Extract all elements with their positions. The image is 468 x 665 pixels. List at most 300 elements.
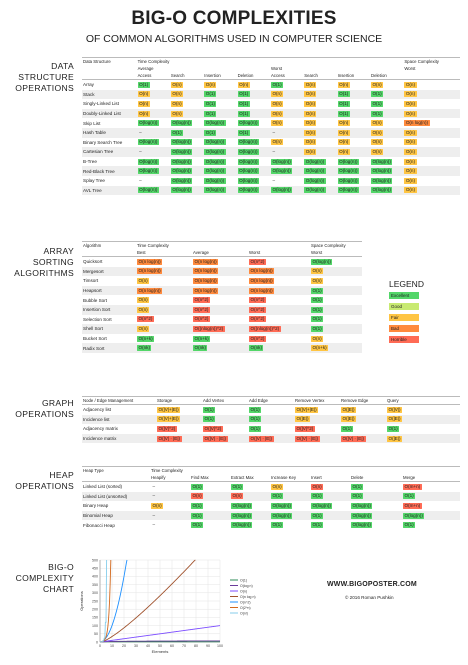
- header-cell: Time Complexity: [137, 59, 170, 64]
- table-row: [82, 109, 460, 119]
- complexity-badge: O(log(n)): [352, 522, 371, 528]
- complexity-badge: O(log(n)): [205, 120, 225, 126]
- complexity-badge: O(log(n)): [239, 187, 258, 193]
- y-tick-label: 50: [94, 632, 98, 637]
- complexity-cell: [248, 315, 310, 325]
- header-cell: [82, 72, 137, 80]
- header-cell: [303, 65, 336, 72]
- complexity-badge: O(log(n)): [205, 148, 225, 154]
- complexity-badge: O(n log(n)): [194, 277, 217, 283]
- complexity-badge: O(n): [139, 100, 149, 106]
- complexity-cell: [203, 138, 236, 148]
- complexity-cell: [192, 315, 248, 325]
- complexity-badge: O(1): [342, 425, 352, 431]
- complexity-cell: [237, 166, 270, 176]
- complexity-badge: O(|V|+|E|): [158, 416, 179, 422]
- complexity-cell: [137, 157, 170, 167]
- complexity-badge: O(1): [339, 100, 349, 106]
- header-cell: Insert: [310, 474, 350, 482]
- complexity-cell: [237, 109, 270, 119]
- complexity-badge: O(n): [405, 187, 415, 193]
- x-tick-label: 10: [110, 644, 114, 648]
- complexity-cell: [303, 186, 336, 196]
- complexity-badge: O(1): [205, 91, 215, 97]
- complexity-badge: O(log(n)): [372, 168, 391, 174]
- complexity-cell: [203, 186, 236, 196]
- legend-label: O(log n): [240, 583, 253, 588]
- complexity-badge: O(m+n): [404, 483, 421, 489]
- complexity-cell: [310, 286, 362, 296]
- complexity-cell: [136, 334, 192, 344]
- header-cell: Worst: [270, 65, 303, 72]
- row-name: Fibonacci Heap: [83, 522, 115, 528]
- complexity-badge: –: [139, 129, 142, 135]
- complexity-cell: [310, 343, 362, 353]
- complexity-cell: [337, 99, 370, 109]
- header-cell: [270, 58, 303, 66]
- complexity-badge: O(n): [372, 129, 382, 135]
- complexity-badge: O(n): [138, 297, 148, 303]
- table-row: [82, 176, 460, 186]
- row-name: Insertion Sort: [82, 305, 136, 315]
- row-name: Binomial Heap: [82, 511, 150, 521]
- complexity-badge: O(n^2): [194, 306, 209, 312]
- complexity-badge: O(|V|^2): [204, 425, 222, 431]
- complexity-cell: [350, 482, 402, 492]
- complexity-badge: O(log(n)): [312, 502, 331, 508]
- complexity-cell: [170, 118, 203, 128]
- table-row: [82, 90, 460, 100]
- complexity-badge: O(n^2): [138, 316, 153, 322]
- complexity-cell: [248, 415, 294, 425]
- complexity-badge: O(1): [312, 522, 322, 528]
- section-label-heap: HEAP OPERATIONS: [15, 470, 74, 491]
- complexity-cell: [340, 405, 386, 415]
- complexity-cell: [270, 138, 303, 148]
- complexity-cell: [403, 147, 460, 157]
- complexity-cell: [248, 424, 294, 434]
- y-tick-label: 400: [92, 574, 98, 579]
- complexity-cell: [403, 176, 460, 186]
- complexity-cell: [270, 157, 303, 167]
- complexity-badge: O(|V| ⋅ |E|): [342, 435, 365, 441]
- table-row: [82, 118, 460, 128]
- header-cell: Worst: [248, 249, 310, 257]
- complexity-badge: –: [152, 493, 156, 499]
- poster-subtitle: OF COMMON ALGORITHMS USED IN COMPUTER SCIENCE: [85, 33, 383, 45]
- complexity-badge: O(log(n)): [232, 522, 251, 528]
- complexity-cell: [203, 109, 236, 119]
- complexity-cell: [303, 138, 336, 148]
- y-axis-label: Operations: [79, 591, 84, 611]
- complexity-cell: [403, 90, 460, 100]
- complexity-cell: [310, 295, 362, 305]
- table-row: [82, 405, 460, 415]
- complexity-badge: O(n): [405, 168, 415, 174]
- complexity-badge: O(1): [372, 91, 382, 97]
- complexity-badge: O(log(n)): [352, 512, 371, 518]
- complexity-cell: [190, 511, 230, 521]
- header-cell: Insertion: [337, 72, 370, 80]
- row-name: Red-Black Tree: [82, 166, 137, 176]
- complexity-cell: [237, 176, 270, 186]
- complexity-badge: O(log(n)): [232, 512, 251, 518]
- complexity-badge: O(n): [152, 502, 162, 508]
- complexity-badge: O(1): [312, 493, 322, 499]
- complexity-cell: [136, 324, 192, 334]
- complexity-cell: [403, 138, 460, 148]
- complexity-badge: O(n): [272, 120, 282, 126]
- header-cell: [403, 72, 460, 80]
- complexity-badge: O(1): [372, 110, 382, 116]
- complexity-cell: [340, 415, 386, 425]
- complexity-badge: O(1): [139, 81, 149, 87]
- complexity-badge: O(n): [339, 120, 349, 126]
- complexity-cell: [350, 511, 402, 521]
- complexity-cell: [350, 501, 402, 511]
- complexity-cell: [403, 109, 460, 119]
- complexity-cell: [337, 118, 370, 128]
- complexity-cell: [137, 99, 170, 109]
- header-cell: [350, 467, 402, 475]
- row-name: Array: [82, 80, 137, 90]
- complexity-badge: O(|E|): [388, 416, 401, 422]
- header-cell: Remove Vertex: [294, 397, 340, 405]
- complexity-badge: O(1): [372, 100, 382, 106]
- row-name: Stack: [82, 90, 137, 100]
- complexity-badge: O(n log(n)): [250, 277, 273, 283]
- complexity-cell: [192, 276, 248, 286]
- complexity-badge: O(n log(n)): [194, 268, 217, 274]
- complexity-cell: [337, 80, 370, 90]
- complexity-cell: [370, 128, 403, 138]
- complexity-badge: O(n): [405, 91, 415, 97]
- poster-title: BIG-O COMPLEXITIES: [131, 8, 337, 29]
- complexity-cell: [403, 99, 460, 109]
- complexity-cell: [150, 492, 190, 502]
- complexity-cell: [370, 157, 403, 167]
- complexity-badge: O(log(n)): [172, 148, 191, 154]
- complexity-badge: O(log(n)): [352, 502, 371, 508]
- complexity-badge: O(n): [372, 139, 382, 145]
- header-cell: Time Complexity: [136, 242, 192, 250]
- header-cell: Search: [303, 72, 336, 80]
- table-row: [82, 166, 460, 176]
- x-tick-label: 30: [134, 644, 138, 648]
- header-cell: Insertion: [203, 72, 236, 80]
- complexity-cell: [237, 128, 270, 138]
- complexity-cell: [386, 424, 460, 434]
- complexity-badge: O(n): [305, 129, 315, 135]
- complexity-cell: [310, 482, 350, 492]
- y-tick-label: 350: [92, 582, 98, 587]
- complexity-cell: [190, 482, 230, 492]
- row-name: Selection Sort: [83, 316, 112, 322]
- complexity-cell: [137, 138, 170, 148]
- complexity-badge: O(1): [239, 91, 249, 97]
- complexity-badge: O(log(n)): [205, 168, 225, 174]
- y-tick-label: 250: [92, 599, 98, 604]
- table-header-row: [82, 65, 460, 72]
- row-name: Linked List (unsorted): [82, 492, 150, 502]
- complexity-cell: [337, 166, 370, 176]
- table-row: [82, 295, 362, 305]
- complexity-cell: [270, 176, 303, 186]
- complexity-badge: O(n): [138, 306, 148, 312]
- complexity-cell: [403, 118, 460, 128]
- complexity-badge: O(log(n)): [172, 158, 191, 164]
- row-name: Bucket Sort: [83, 336, 107, 342]
- header-cell: [192, 242, 248, 250]
- complexity-badge: O(n): [172, 110, 182, 116]
- website-url[interactable]: WWW.BIGOPOSTER.COM: [327, 581, 417, 588]
- complexity-cell: [340, 434, 386, 444]
- header-cell: Time Complexity: [150, 467, 190, 475]
- complexity-cell: [386, 434, 460, 444]
- complexity-badge: O(1): [312, 287, 322, 293]
- complexity-badge: O(log(n)): [272, 168, 291, 174]
- complexity-cell: [337, 90, 370, 100]
- table-row: [82, 128, 460, 138]
- complexity-badge: O(n): [139, 110, 149, 116]
- y-tick-label: 300: [92, 591, 98, 596]
- complexity-badge: O(|V| ⋅ |E|): [250, 435, 273, 441]
- complexity-badge: O(log(n)): [239, 148, 258, 154]
- complexity-cell: [170, 90, 203, 100]
- legend-title: LEGEND: [389, 279, 424, 289]
- complexity-badge: O(log(n)): [139, 187, 158, 193]
- table-row: [82, 434, 460, 444]
- header-cell: Access: [270, 72, 303, 80]
- complexity-cell: [230, 482, 270, 492]
- complexity-badge: O(log(n)): [372, 158, 391, 164]
- complexity-cell: [350, 492, 402, 502]
- table-header-row: [82, 474, 460, 482]
- complexity-cell: [192, 324, 248, 334]
- complexity-badge: O(1): [232, 483, 242, 489]
- complexity-badge: O(log(n)): [339, 177, 358, 183]
- legend-item: Bad: [389, 325, 419, 332]
- header-cell: Space Complexity: [310, 242, 362, 250]
- complexity-badge: O(n): [305, 110, 315, 116]
- complexity-cell: [402, 501, 460, 511]
- big-o-chart: [70, 556, 270, 662]
- complexity-badge: O(n log(n)): [138, 258, 161, 264]
- header-cell: Storage: [156, 397, 202, 405]
- complexity-cell: [403, 157, 460, 167]
- complexity-badge: O(n): [405, 148, 415, 154]
- complexity-badge: O(n^2): [194, 316, 209, 322]
- row-name: Binary Heap: [83, 503, 109, 509]
- complexity-badge: O(log(n)): [305, 177, 325, 183]
- complexity-cell: [150, 501, 190, 511]
- complexity-badge: O(nk): [194, 345, 206, 351]
- complexity-badge: O(1): [172, 129, 182, 135]
- complexity-badge: O(n): [405, 177, 415, 183]
- complexity-badge: O(n): [232, 493, 242, 499]
- complexity-badge: –: [152, 512, 156, 518]
- complexity-badge: O(log(n)): [172, 139, 191, 145]
- complexity-cell: [237, 138, 270, 148]
- complexity-badge: O(log(n)): [172, 177, 191, 183]
- complexity-badge: O(log(n)): [339, 187, 358, 193]
- complexity-badge: O(log(n)): [205, 139, 225, 145]
- complexity-badge: O(|E|): [388, 435, 401, 441]
- complexity-cell: [370, 186, 403, 196]
- complexity-badge: O(n): [239, 81, 249, 87]
- complexity-cell: [190, 492, 230, 502]
- legend-item: Fair: [389, 314, 419, 321]
- complexity-badge: O(log(n)): [239, 168, 258, 174]
- complexity-badge: O(n): [205, 81, 215, 87]
- complexity-cell: [192, 343, 248, 353]
- header-cell: [170, 65, 203, 72]
- complexity-badge: O(log(n)): [339, 158, 358, 164]
- complexity-badge: O(n): [172, 81, 182, 87]
- complexity-cell: [230, 501, 270, 511]
- complexity-badge: –: [139, 177, 142, 183]
- complexity-badge: O(1): [250, 416, 260, 422]
- header-cell: [402, 467, 460, 475]
- complexity-badge: O(n): [272, 483, 282, 489]
- complexity-badge: O(n): [305, 120, 315, 126]
- header-cell: Delete: [350, 474, 402, 482]
- header-cell: [270, 467, 310, 475]
- table-header-row: [82, 249, 362, 257]
- complexity-badge: O(1): [312, 512, 322, 518]
- complexity-badge: O(|V|^2): [296, 425, 314, 431]
- complexity-badge: O(log(n)): [272, 158, 291, 164]
- complexity-cell: [136, 295, 192, 305]
- complexity-cell: [402, 492, 460, 502]
- legend-label: O(n!): [240, 611, 248, 616]
- complexity-cell: [270, 511, 310, 521]
- complexity-cell: [294, 405, 340, 415]
- complexity-cell: [370, 99, 403, 109]
- header-cell: [370, 58, 403, 66]
- complexity-badge: O(n): [339, 148, 349, 154]
- table-row: [82, 305, 362, 315]
- complexity-cell: [310, 257, 362, 267]
- complexity-badge: O(log(n)): [272, 512, 291, 518]
- complexity-badge: O(1): [272, 522, 282, 528]
- row-name: Shell Sort: [82, 324, 136, 334]
- complexity-cell: [310, 315, 362, 325]
- complexity-badge: O(n^2): [250, 316, 265, 322]
- complexity-cell: [337, 176, 370, 186]
- complexity-badge: –: [152, 522, 156, 528]
- complexity-cell: [202, 415, 248, 425]
- table-row: [82, 315, 362, 325]
- complexity-cell: [237, 90, 270, 100]
- complexity-badge: O(log(n)): [305, 187, 325, 193]
- complexity-cell: [370, 90, 403, 100]
- complexity-badge: O(n): [138, 325, 148, 331]
- complexity-cell: [192, 305, 248, 315]
- header-cell: [310, 467, 350, 475]
- complexity-badge: O(log(n)): [372, 177, 391, 183]
- complexity-cell: [237, 157, 270, 167]
- complexity-cell: [402, 511, 460, 521]
- complexity-badge: O(1): [272, 493, 282, 499]
- complexity-cell: [137, 128, 170, 138]
- complexity-badge: O(n): [305, 148, 315, 154]
- header-cell: Find Max: [190, 474, 230, 482]
- complexity-cell: [150, 511, 190, 521]
- complexity-cell: [136, 343, 192, 353]
- complexity-cell: [170, 80, 203, 90]
- complexity-badge: –: [272, 148, 275, 154]
- x-tick-label: 20: [122, 644, 126, 648]
- table-header-row: [82, 58, 460, 66]
- complexity-cell: [303, 157, 336, 167]
- header-cell: Worst: [403, 65, 460, 72]
- complexity-badge: O(1): [250, 425, 260, 431]
- complexity-cell: [303, 166, 336, 176]
- complexity-cell: [137, 90, 170, 100]
- complexity-badge: O(1): [239, 129, 249, 135]
- complexity-badge: O(1): [388, 425, 398, 431]
- complexity-cell: [294, 415, 340, 425]
- complexity-cell: [137, 176, 170, 186]
- complexity-badge: O(1): [352, 483, 362, 489]
- complexity-cell: [150, 520, 190, 530]
- complexity-badge: O(|E|): [296, 416, 309, 422]
- complexity-cell: [203, 80, 236, 90]
- complexity-cell: [370, 166, 403, 176]
- graph-table: [82, 396, 460, 443]
- y-tick-label: 500: [92, 558, 98, 563]
- complexity-cell: [230, 492, 270, 502]
- row-name: B-Tree: [83, 159, 97, 165]
- complexity-cell: [202, 434, 248, 444]
- complexity-cell: [310, 334, 362, 344]
- table-row: [82, 276, 362, 286]
- complexity-cell: [156, 415, 202, 425]
- complexity-cell: [248, 276, 310, 286]
- complexity-cell: [337, 147, 370, 157]
- complexity-cell: [337, 138, 370, 148]
- complexity-cell: [203, 128, 236, 138]
- row-name: Mergesort: [82, 267, 136, 277]
- complexity-badge: O(1): [312, 306, 322, 312]
- complexity-cell: [310, 305, 362, 315]
- complexity-cell: [136, 257, 192, 267]
- legend-label: O(n): [240, 589, 247, 594]
- complexity-cell: [403, 186, 460, 196]
- complexity-badge: O(n^2): [250, 335, 265, 341]
- complexity-badge: O(log(n)): [232, 502, 251, 508]
- complexity-badge: O(1): [404, 522, 414, 528]
- complexity-cell: [340, 424, 386, 434]
- header-cell: [190, 467, 230, 475]
- table-row: [82, 511, 460, 521]
- complexity-badge: O(nk): [138, 345, 150, 351]
- complexity-cell: [294, 434, 340, 444]
- complexity-badge: O(log(n)): [239, 158, 258, 164]
- header-cell: Query: [386, 397, 460, 405]
- complexity-cell: [230, 511, 270, 521]
- complexity-badge: O(log(n)): [312, 258, 331, 264]
- complexity-badge: O(n^2): [250, 297, 265, 303]
- section-label-data-structures: DATA STRUCTURE OPERATIONS: [15, 61, 74, 93]
- header-cell: Average: [137, 65, 170, 72]
- complexity-cell: [192, 257, 248, 267]
- complexity-cell: [270, 482, 310, 492]
- header-cell: [370, 65, 403, 72]
- header-cell: Heapify: [150, 474, 190, 482]
- complexity-badge: O(log(n)): [205, 158, 225, 164]
